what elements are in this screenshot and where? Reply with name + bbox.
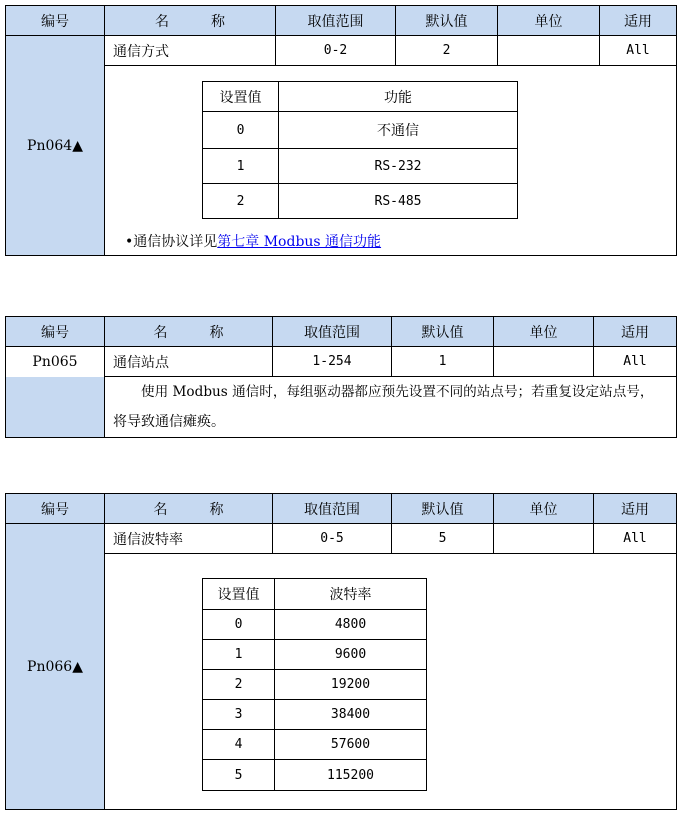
param-applies: All [593,524,676,554]
header-default: 默认值 [395,6,497,36]
header-range: 取值范围 [272,494,391,524]
param-code: Pn065 [6,347,104,377]
mode-table-head-value: 设置值 [203,82,279,112]
param-code: Pn066▲ [6,524,104,809]
header-unit: 单位 [493,317,593,347]
param-block-pn066 [5,493,677,810]
param-block-pn065 [5,316,677,438]
baud-table-head-value: 设置值 [203,579,275,610]
param-name: 通信波特率 [104,524,272,554]
description-line-2: 将导致通信瘫痪。 [113,414,225,430]
param-code: Pn064▲ [6,36,104,255]
baud-table-head-rate: 波特率 [275,579,427,610]
table-row: 0 不通信 [203,112,518,149]
param-unit [497,36,599,66]
header-name: 名 称 [104,494,272,524]
chapter-link[interactable]: 第七章 Modbus 通信功能 [217,234,382,250]
param-applies: All [593,347,676,377]
mode-table [202,81,518,219]
param-range: 0-2 [275,36,395,66]
param-name: 通信方式 [104,36,275,66]
param-name: 通信站点 [104,347,272,377]
param-description [104,554,676,809]
header-code: 编号 [6,317,104,347]
param-unit [493,347,593,377]
mode-table-head-function: 功能 [279,82,518,112]
param-code-fill [6,377,104,437]
table-row: 5 115200 [203,760,427,791]
header-unit: 单位 [493,494,593,524]
param-unit [493,524,593,554]
note-text: •通信协议详见 [125,234,218,250]
description-line-1: 使用 Modbus 通信时，每组驱动器都应预先设置不同的站点号；若重复设定站点号， [141,384,654,400]
param-block-pn064 [5,5,677,256]
table-row: 2 RS-485 [203,184,518,219]
table-row: 4 57600 [203,730,427,760]
protocol-note [125,231,381,251]
header-code: 编号 [6,494,104,524]
param-description [104,377,676,437]
header-applies: 适用 [593,317,676,347]
param-default: 5 [391,524,493,554]
header-unit: 单位 [497,6,599,36]
header-name: 名 称 [104,6,275,36]
table-row: 2 19200 [203,670,427,700]
header-applies: 适用 [599,6,676,36]
header-range: 取值范围 [272,317,391,347]
param-applies: All [599,36,676,66]
header-code: 编号 [6,6,104,36]
header-default: 默认值 [391,317,493,347]
header-applies: 适用 [593,494,676,524]
table-row: 1 RS-232 [203,149,518,184]
param-default: 2 [395,36,497,66]
table-row: 0 4800 [203,610,427,640]
param-range: 0-5 [272,524,391,554]
header-default: 默认值 [391,494,493,524]
header-name: 名 称 [104,317,272,347]
param-range: 1-254 [272,347,391,377]
table-row: 3 38400 [203,700,427,730]
table-row: 1 9600 [203,640,427,670]
baud-table [202,578,427,791]
header-range: 取值范围 [275,6,395,36]
param-default: 1 [391,347,493,377]
param-description [104,66,676,255]
